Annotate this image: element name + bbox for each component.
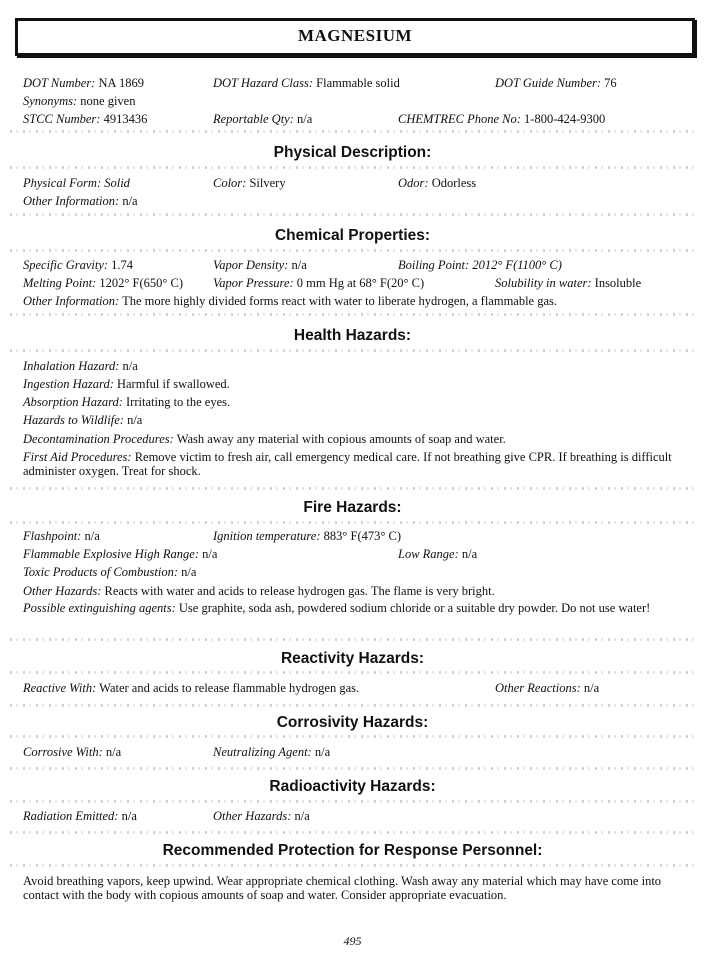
inhalation-field [23,359,138,374]
radio-other-value: n/a [294,809,310,823]
page-number: 495 [343,934,362,948]
extinguishing-label: Possible extinguishing agents: [23,601,176,615]
vapor-density-field [213,258,307,273]
guide-field [495,76,617,91]
physical-other-value: n/a [122,194,138,208]
high-range-field [23,547,217,562]
ingestion-label: Ingestion Hazard: [23,377,114,391]
hazard-class-label: DOT Hazard Class: [213,76,314,90]
specific-gravity-field [23,258,133,273]
extinguishing-value: Use graphite, soda ash, powdered sodium chloride or a suitable dry powder. Do not use water! [178,601,651,615]
fire-other-label: Other Hazards: [23,584,102,598]
stcc-label: STCC Number: [23,112,101,126]
physical-form-value: Solid [104,176,130,190]
scan-band [10,521,695,524]
boiling-point-value: 2012° F(1100° C) [472,258,562,272]
protection-text: Avoid breathing vapors, keep upwind. Wear appropriate chemical clothing. Wash away any material which may have come into contact with the body with copious amounts of soap and water. Consider appropriate evacuation. [23,874,662,902]
color-value: Silvery [249,176,286,190]
melting-point-field [23,276,183,291]
fire-heading: Fire Hazards: [303,499,402,516]
physical-form-label: Physical Form: [23,176,102,190]
other-reactions-field [495,681,599,696]
extinguishing-field [23,601,683,615]
ingestion-field [23,377,230,392]
wildlife-value: n/a [127,413,143,427]
scan-band [10,130,695,133]
specific-gravity-label: Specific Gravity: [23,258,109,272]
reactivity-heading: Reactivity Hazards: [280,650,424,667]
scan-band [10,671,695,674]
first-aid-value: Remove victim to fresh air, call emergency medical care. If not breathing give CPR. If breathing is difficult administer oxygen. Treat for shock. [23,450,672,478]
wildlife-field [23,413,142,428]
absorption-label: Absorption Hazard: [23,395,123,409]
physical-other-field [23,194,138,209]
chemtrec-field [398,112,605,127]
toxic-products-value: n/a [181,565,197,579]
physical-form-field [23,176,130,191]
vapor-pressure-value: 0 mm Hg at 68° F(20° C) [296,276,425,290]
dot-number-value: NA 1869 [98,76,144,90]
synonyms-label: Synonyms: [23,94,78,108]
flashpoint-label: Flashpoint: [23,529,82,543]
inhalation-label: Inhalation Hazard: [23,359,120,373]
other-reactions-label: Other Reactions: [495,681,581,695]
decontamination-field [23,432,506,447]
scan-band [10,249,695,252]
odor-field [398,176,476,191]
title-box [15,18,695,56]
boiling-point-field [398,258,562,273]
decontamination-label: Decontamination Procedures: [23,432,174,446]
toxic-products-field [23,565,196,580]
low-range-field [398,547,477,562]
synonyms-field [23,94,135,109]
corrosive-with-value: n/a [105,745,122,759]
rq-field [213,112,312,127]
scan-band [10,735,695,738]
flashpoint-value: n/a [84,529,100,543]
fire-other-field [23,584,495,599]
corrosive-with-label: Corrosive With: [23,745,103,759]
high-range-label: Flammable Explosive High Range: [23,547,199,561]
low-range-value: n/a [461,547,478,561]
wildlife-label: Hazards to Wildlife: [23,413,124,427]
vapor-pressure-label: Vapor Pressure: [213,276,294,290]
page-title: MAGNESIUM [297,26,413,45]
ignition-value: 883° F(473° C) [323,529,402,543]
chemtrec-label: CHEMTREC Phone No: [398,112,521,126]
vapor-density-value: n/a [291,258,307,272]
scan-band [10,800,695,803]
scan-band [10,213,695,216]
stcc-value: 4913436 [103,112,148,126]
scan-band [10,487,695,490]
neutralizing-label: Neutralizing Agent: [213,745,312,759]
rq-value: n/a [297,112,313,126]
physical-heading: Physical Description: [273,144,432,161]
neutralizing-field [213,745,330,760]
color-field [213,176,286,191]
scan-band [10,767,695,770]
scan-band [10,831,695,834]
stcc-field [23,112,147,127]
radiation-value: n/a [121,809,137,823]
radiation-label: Radiation Emitted: [23,809,119,823]
rq-label: Reportable Qty: [213,112,294,126]
dot-number-field [23,76,144,91]
guide-label: DOT Guide Number: [495,76,602,90]
melting-point-label: Melting Point: [23,276,97,290]
synonyms-value: none given [80,94,136,108]
vapor-density-label: Vapor Density: [213,258,289,272]
protection-heading: Recommended Protection for Response Personnel: [162,842,543,859]
absorption-value: Irritating to the eyes. [126,395,231,409]
color-label: Color: [213,176,247,190]
chemical-heading: Chemical Properties: [274,227,431,244]
neutralizing-value: n/a [314,745,331,759]
scan-band [10,313,695,316]
reactive-with-field [23,681,359,696]
scan-band [10,166,695,169]
ingestion-value: Harmful if swallowed. [116,377,230,391]
first-aid-field [23,450,683,478]
guide-value: 76 [604,76,617,90]
corrosive-with-field [23,745,121,760]
scan-band [10,349,695,352]
odor-value: Odorless [431,176,477,190]
fire-other-value: Reacts with water and acids to release hydrogen gas. The flame is very bright. [104,584,495,598]
scan-band [10,704,695,707]
solubility-field [495,276,641,291]
chemical-other-value: The more highly divided forms react with water to liberate hydrogen, a flammable gas. [122,294,558,308]
corrosivity-heading: Corrosivity Hazards: [276,714,429,731]
health-heading: Health Hazards: [293,327,412,344]
high-range-value: n/a [202,547,218,561]
scan-band [10,638,695,641]
odor-label: Odor: [398,176,429,190]
toxic-products-label: Toxic Products of Combustion: [23,565,178,579]
specific-gravity-value: 1.74 [111,258,134,272]
flashpoint-field [23,529,100,544]
chemical-other-label: Other Information: [23,294,120,308]
reactive-with-label: Reactive With: [23,681,97,695]
absorption-field [23,395,230,410]
other-reactions-value: n/a [583,681,600,695]
ignition-field [213,529,401,544]
radiation-field [23,809,137,824]
radio-other-label: Other Hazards: [213,809,292,823]
radioactivity-heading: Radioactivity Hazards: [269,778,436,795]
hazard-class-field [213,76,400,91]
melting-point-value: 1202° F(650° C) [99,276,183,290]
solubility-value: Insoluble [594,276,642,290]
chemical-other-field [23,294,557,309]
low-range-label: Low Range: [398,547,459,561]
inhalation-value: n/a [122,359,138,373]
ignition-label: Ignition temperature: [213,529,321,543]
reactive-with-value: Water and acids to release flammable hydrogen gas. [99,681,360,695]
dot-number-label: DOT Number: [23,76,96,90]
scan-band [10,864,695,867]
vapor-pressure-field [213,276,424,291]
boiling-point-label: Boiling Point: [398,258,470,272]
solubility-label: Solubility in water: [495,276,592,290]
hazard-class-value: Flammable solid [316,76,400,90]
physical-other-label: Other Information: [23,194,120,208]
radio-other-field [213,809,310,824]
chemtrec-value: 1-800-424-9300 [524,112,606,126]
decontamination-value: Wash away any material with copious amounts of soap and water. [176,432,506,446]
first-aid-label: First Aid Procedures: [23,450,132,464]
